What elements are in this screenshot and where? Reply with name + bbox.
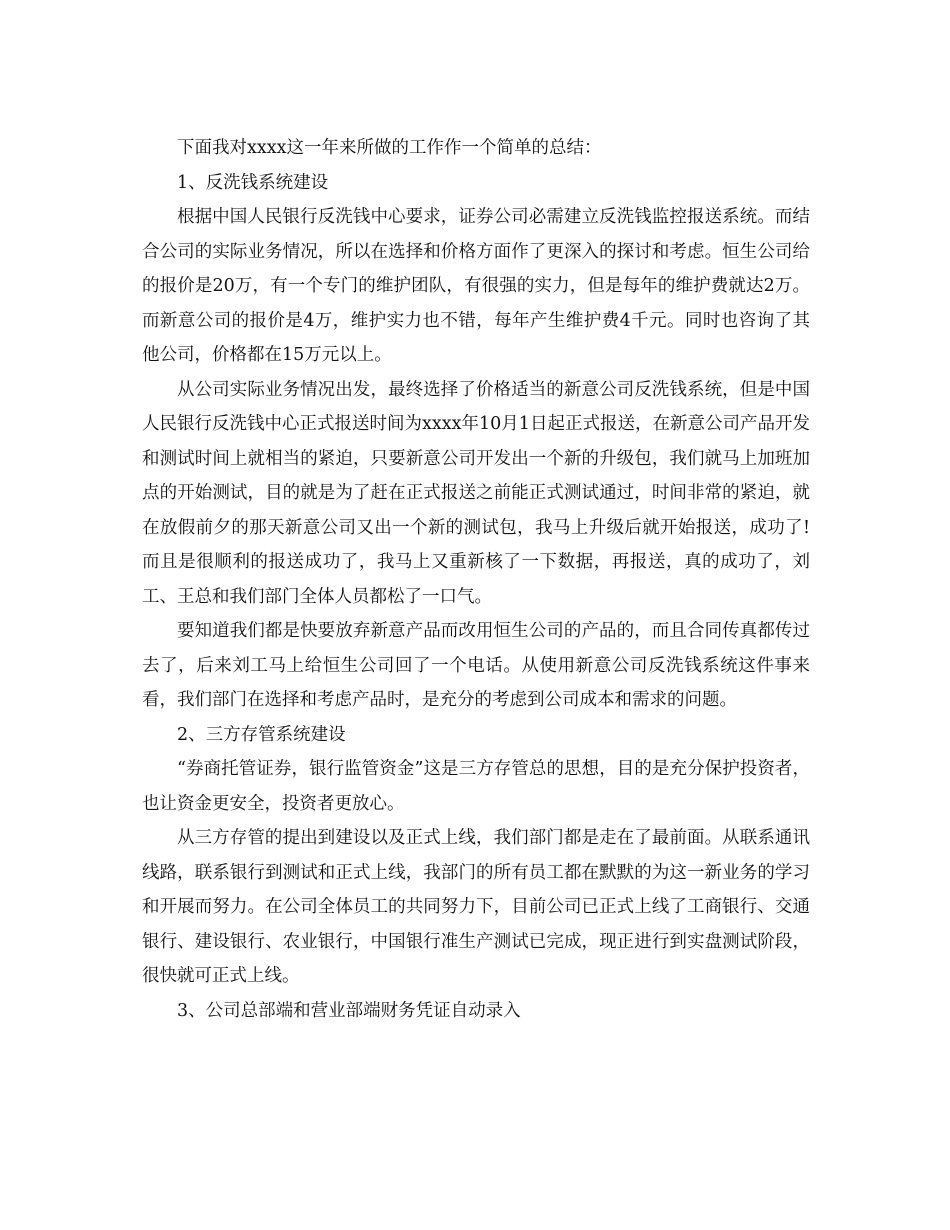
paragraph: 从公司实际业务情况出发，最终选择了价格适当的新意公司反洗钱系统，但是中国人民银行反洗钱中心正式报送时间为xxxx年10月1日起正式报送，在新意公司产品开发和测试时间上就相当的紧迫，只要新意公司开发出一个新的升级包，我们就马上加班加点的开始测试，目的就是为了赶在正式报送之前能正式测试通过，时间非常的紧迫，就在放假前夕的那天新意公司又出一个新的测试包，我马上升级后就开始报送，成功了!而且是很顺利的报送成功了，我马上又重新核了一下数据，再报送，真的成功了，刘工、王总和我们部门全体人员都松了一口气。	[142, 379, 810, 607]
paragraph-intro: 下面我对xxxx这一年来所做的工作作一个简单的总结：	[177, 138, 602, 158]
paragraph: 根据中国人民银行反洗钱中心要求，证券公司必需建立反洗钱监控报送系统。而结合公司的实际业务情况，所以在选择和价格方面作了更深入的探讨和考虑。恒生公司给的报价是20万，有一个专门的维护团队，有很强的实力，但是每年的维护费就达2万。而新意公司的报价是4万，维护实力也不错，每年产生维护费4千元。同时也咨询了其他公司，价格都在15万元以上。	[142, 207, 810, 365]
section-heading-3: 3、公司总部端和营业部端财务凭证自动录入	[177, 1000, 521, 1021]
paragraph: 要知道我们都是快要放弃新意产品而改用恒生公司的产品的，而且合同传真都传过去了，后来刘工马上给恒生公司回了一个电话。从使用新意公司反洗钱系统这件事来看，我们部门在选择和考虑产品时，是充分的考虑到公司成本和需求的问题。	[142, 621, 810, 710]
section-heading-1: 1、反洗钱系统建设	[177, 172, 329, 193]
paragraph: 从三方存管的提出到建设以及正式上线，我们部门都是走在了最前面。从联系通讯线路，联系银行到测试和正式上线，我部门的所有员工都在默默的为这一新业务的学习和开展而努力。在公司全体员工的共同努力下，目前公司已正式上线了工商银行、交通银行、建设银行、农业银行，中国银行准生产测试已完成，现正进行到实盘测试阶段，很快就可正式上线。	[142, 828, 810, 986]
section-heading-2: 2、三方存管系统建设	[177, 724, 346, 745]
paragraph: “券商托管证券，银行监管资金”这是三方存管总的思想，目的是充分保护投资者，也让资金更安全，投资者更放心。	[142, 759, 810, 814]
document-body	[142, 131, 810, 1028]
